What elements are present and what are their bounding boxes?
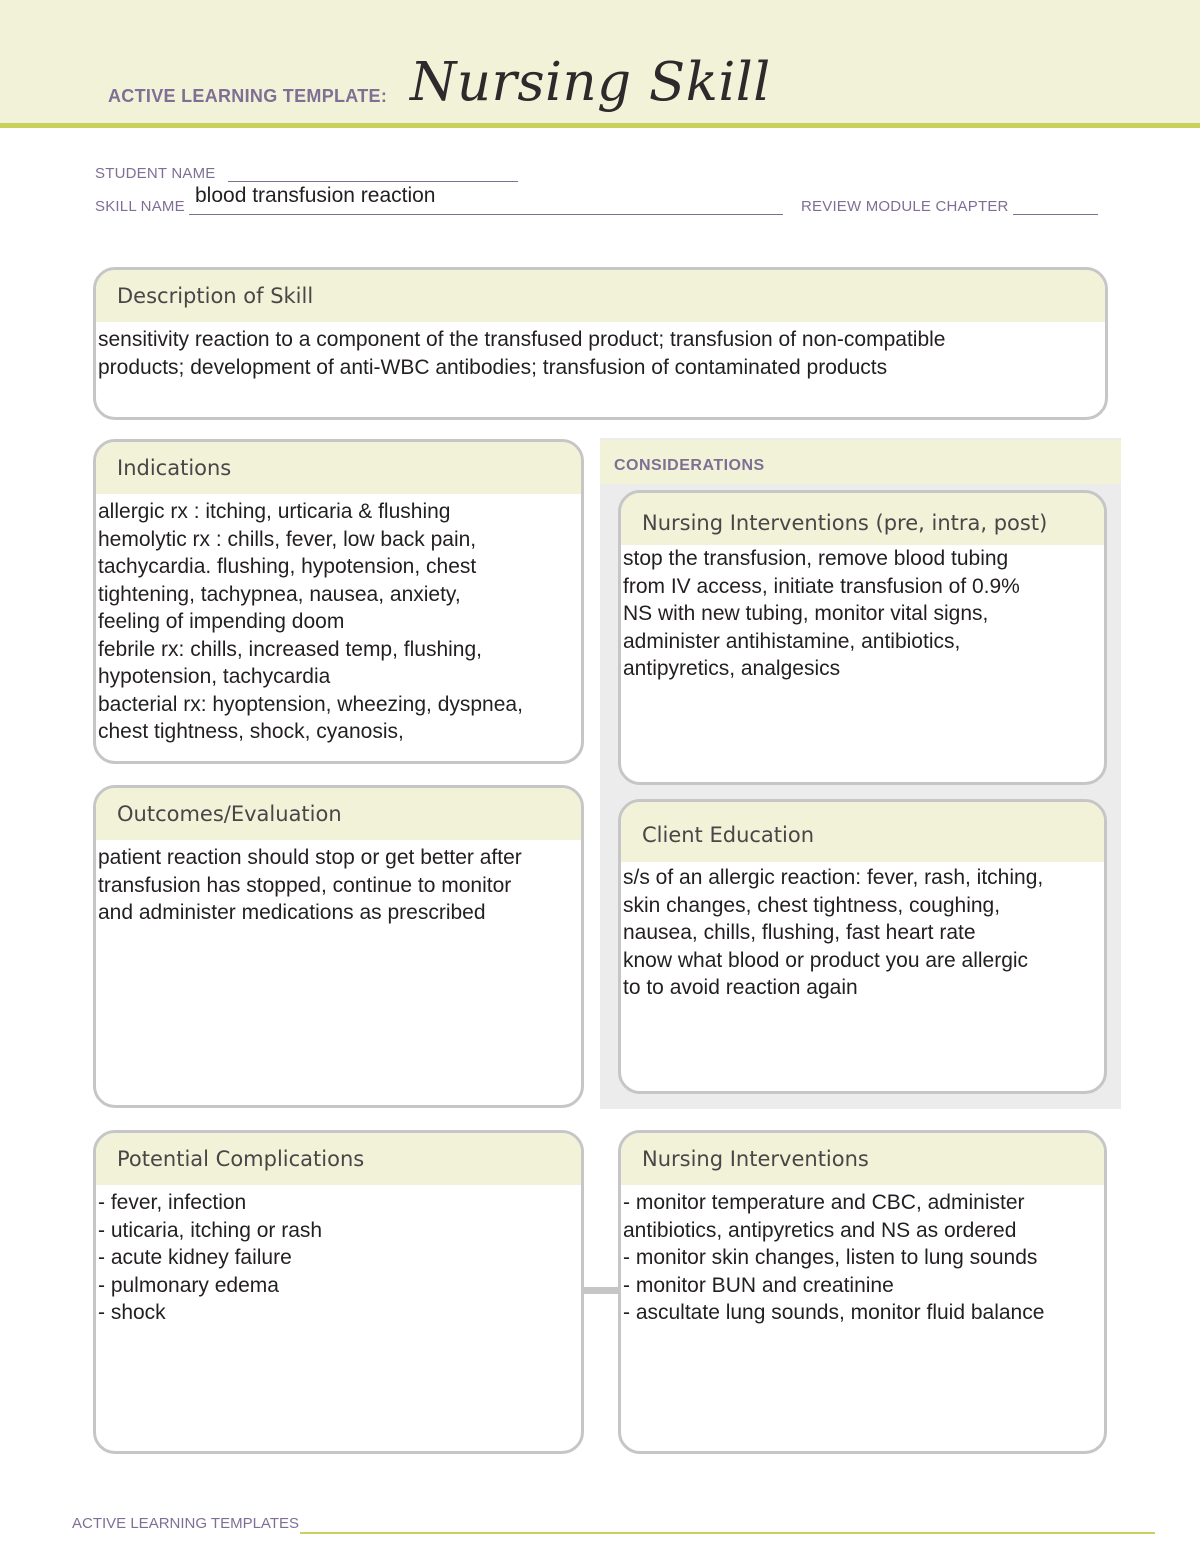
footer-rule [300,1532,1155,1534]
considerations-interventions-heading: Nursing Interventions (pre, intra, post) [621,493,1104,545]
student-name-label: STUDENT NAME [95,165,216,182]
outcomes-box [93,785,584,1108]
review-module-label: REVIEW MODULE CHAPTER [801,198,1009,215]
complications-text[interactable]: - fever, infection - uticaria, itching or rash - acute kidney failure - pulmonary edema - shock [98,1191,323,1324]
header-rule [0,123,1200,128]
indications-box [93,439,584,764]
skill-name-label: SKILL NAME [95,198,185,215]
description-box [93,267,1108,420]
skill-name-line [189,214,783,215]
outcomes-text[interactable]: patient reaction should stop or get better after transfusion has stopped, continue to monitor and administer medications as prescribed [98,846,522,924]
considerations-interventions-text[interactable]: stop the transfusion, remove blood tubing from IV access, initiate transfusion of 0.9% NS with new tubing, monitor vital signs, administer antihistamine, antibiotics, antipyretics, analgesics [623,547,1020,680]
description-heading: Description of Skill [96,270,1105,322]
client-education-box [618,799,1107,1094]
box-connector [582,1287,622,1294]
student-name-line [228,181,518,182]
template-label: ACTIVE LEARNING TEMPLATE: [108,86,388,106]
client-education-heading: Client Education [621,802,1104,862]
page-title: Nursing Skill [410,52,771,113]
considerations-label: CONSIDERATIONS [614,457,765,474]
considerations-interventions-box [618,490,1107,785]
description-text[interactable]: sensitivity reaction to a component of the transfused product; transfusion of non-compatible products; development of anti-WBC antibodies; transfusion of contaminated products [98,328,946,379]
client-education-text[interactable]: s/s of an allergic reaction: fever, rash, itching, skin changes, chest tightness, coughing, nausea, chills, flushing, fast heart rate know what blood or product you are allergic to to avoid reaction again [623,866,1044,999]
complications-heading: Potential Complications [96,1133,581,1185]
skill-name-field[interactable]: blood transfusion reaction [195,184,436,207]
nursing-interventions-heading: Nursing Interventions [621,1133,1104,1185]
nursing-interventions-text[interactable]: - monitor temperature and CBC, administer antibiotics, antipyretics and NS as ordered - monitor skin changes, listen to lung sounds - monitor BUN and creatinine - ascultate lung sounds, monitor fluid balance [623,1191,1045,1324]
indications-text[interactable]: allergic rx : itching, urticaria & flushing hemolytic rx : chills, fever, low back pain, tachycardia. flushing, hypotension, chest tightening, tachypnea, nausea, anxiety, feeling of impending doom febrile rx: chills, increased temp, flushing, hypotension, tachycardia bacterial rx: hyoptension, wheezing, dyspnea, chest tightness, shock, cyanosis, [98,500,523,743]
outcomes-heading: Outcomes/Evaluation [96,788,581,840]
review-module-line [1013,214,1098,215]
indications-heading: Indications [96,442,581,494]
complications-box [93,1130,584,1454]
footer-label: ACTIVE LEARNING TEMPLATES [72,1515,299,1532]
nursing-interventions-box [618,1130,1107,1454]
